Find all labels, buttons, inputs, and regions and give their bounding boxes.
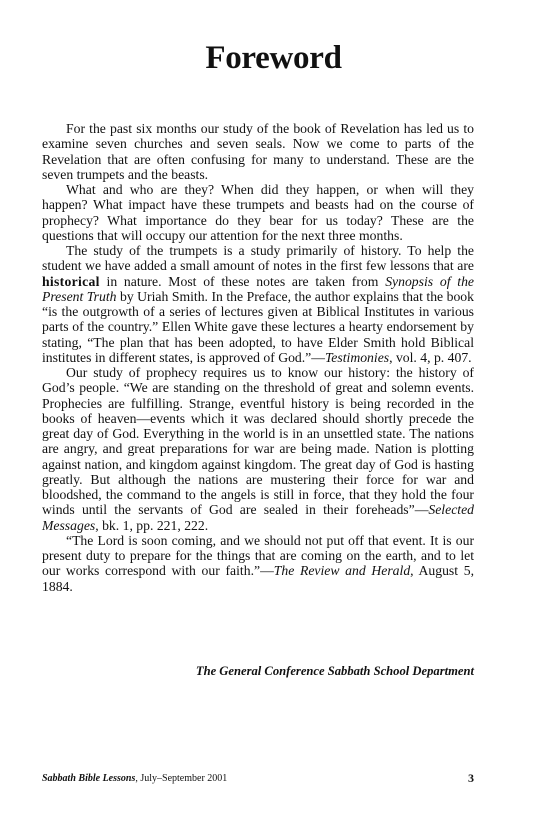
paragraph-3-text-b: in nature. Most of these notes are taken from (99, 273, 386, 289)
source-testimonies: Testimonies (324, 349, 390, 365)
paragraph-4-text: Our study of prophecy requires us to know our history: the history of God’s people. “We are standing on the threshold of great and solemn events. Prophecies are fulfilling. Strange, eventful history is being recorded in the books of heaven—events which it was declared should shortly precede the great day of God. Everything in the world is in an unsettled state. The nations are angry, and great preparations for war are being made. Nation is plotting against nation, and kingdom against kingdom. The great day of God is hasting greatly. But although the nations are mustering their force for war and bloodshed, the command to the angels is still in force, that they hold the four winds until the servants of God are sealed in their foreheads”— (42, 365, 474, 518)
footer-publication-title: Sabbath Bible Lessons (42, 773, 136, 784)
signature: The General Conference Sabbath School Department (195, 664, 474, 678)
paragraph-1: For the past six months our study of the book of Revelation has led us to examine seven churches and seven seals. Now we come to parts of the Revelation that are often confusing for many to understand. These are the seven trumpets and the beasts. (42, 121, 474, 182)
paragraph-4-reference: , bk. 1, pp. 221, 222. (95, 517, 209, 533)
page-title: Foreword (205, 40, 342, 76)
emphasis-historical: historical (42, 273, 100, 289)
footer-issue: , July–September 2001 (135, 773, 228, 784)
source-review-and-herald: The Review and Herald (273, 563, 411, 579)
source-selected-messages: Selected Messages (42, 502, 474, 533)
foreword-body (42, 121, 474, 594)
footer-publication (42, 773, 227, 784)
book-title-synopsis: Synopsis of the Present Truth (42, 273, 474, 304)
paragraph-5-text: “The Lord is soon coming, and we should not put off that event. It is our present duty to prepare for the things that are coming on the earth, and to let our works correspond with our faith.”— (42, 532, 474, 579)
paragraph-2: What and who are they? When did they happen, or when will they happen? What impact have these trumpets and beasts had on the course of prophecy? What importance do they bear for us today? These are the questions that will occupy our attention for the next three months. (42, 182, 474, 243)
paragraph-3-reference: , vol. 4, p. 407. (389, 349, 472, 365)
paragraph-3 (42, 243, 474, 365)
paragraph-5-reference: , August 5, 1884. (42, 563, 475, 594)
page-number: 3 (468, 771, 474, 785)
paragraph-4 (42, 365, 474, 533)
paragraph-5 (42, 533, 474, 594)
paragraph-3-text-a: The study of the trumpets is a study primarily of history. To help the student we have added a small amount of notes in the first few lessons that are (42, 243, 474, 274)
paragraph-3-text-c: by Uriah Smith. In the Preface, the author explains that the book “is the outgrowth of a series of lectures given at Biblical Institutes in various parts of the country.” Ellen White gave these lectures a hearty endorsement by stating, “The plan that has been adopted, to have Elder Smith hold Biblical institutes in different states, is approved of God.”— (42, 288, 474, 365)
